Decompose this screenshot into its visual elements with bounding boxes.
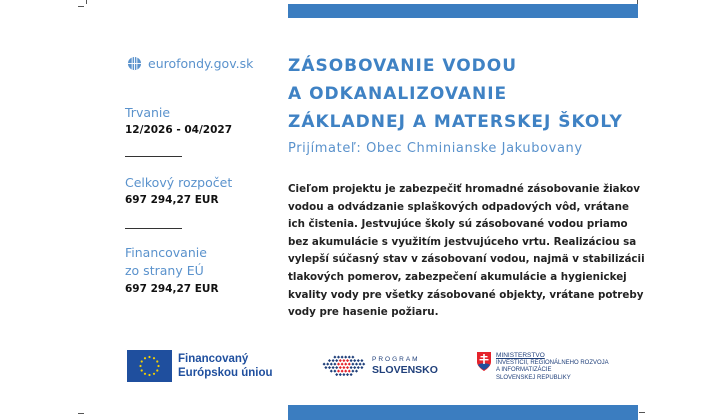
logo-dot bbox=[344, 356, 347, 359]
title-line: A ODKANALIZOVANIE bbox=[288, 84, 508, 104]
eu-flag-icon bbox=[127, 350, 172, 382]
eu-funding-label-line: Financovanie bbox=[125, 245, 207, 260]
eu-funding-label bbox=[125, 244, 207, 280]
eu-star bbox=[139, 365, 141, 367]
description-line: tlakových pomerov, zabezpečení akumulácie a hygienickej bbox=[288, 270, 627, 283]
crop-mark bbox=[78, 413, 84, 414]
slovak-coat-of-arms-icon bbox=[477, 352, 491, 371]
logo-dot bbox=[360, 366, 363, 369]
logo-dot bbox=[333, 363, 336, 366]
eu-star bbox=[148, 356, 150, 358]
budget-label: Celkový rozpočet bbox=[125, 175, 233, 190]
logo-dot bbox=[328, 366, 331, 369]
eu-star bbox=[141, 369, 143, 371]
logo-dot bbox=[351, 363, 354, 366]
eu-star bbox=[153, 373, 155, 375]
description-line: ich čistenia. Jestvujúce školy sú zásobované vodou priamo bbox=[288, 218, 628, 231]
duration-value: 12/2026 - 04/2027 bbox=[125, 124, 233, 136]
project-description bbox=[288, 181, 645, 322]
logo-dot bbox=[355, 363, 358, 366]
eu-funding-label-line: zo strany EÚ bbox=[125, 263, 204, 278]
globe-icon bbox=[127, 56, 142, 71]
logo-dot bbox=[337, 363, 340, 366]
logo-dot bbox=[346, 366, 349, 369]
logo-dot bbox=[330, 363, 333, 366]
ministry-text: INVESTÍCIÍ, REGIONÁLNEHO ROZVOJA bbox=[496, 359, 609, 366]
title-line: ZÁSOBOVANIE VODOU bbox=[288, 56, 518, 76]
eu-star bbox=[153, 357, 155, 359]
logo-dot bbox=[335, 373, 338, 376]
ministry-text: MINISTERSTVO bbox=[496, 352, 545, 359]
program-slovensko-icon bbox=[320, 354, 368, 376]
ministry-text: A INFORMATIZÁCIE bbox=[496, 367, 552, 373]
description-line: bez akumulácie s využitím jestvujúceho vrtu. Realizáciou sa bbox=[288, 235, 637, 248]
program-slovensko-logo bbox=[320, 354, 438, 376]
logo-dot bbox=[342, 366, 345, 369]
logo-dot bbox=[341, 356, 344, 359]
logo-dot bbox=[351, 356, 354, 359]
logo-dot bbox=[337, 356, 340, 359]
logo-dot bbox=[355, 370, 358, 373]
eu-logo-text: Európskou úniou bbox=[178, 367, 273, 379]
ministry-text: SLOVENSKEJ REPUBLIKY bbox=[496, 374, 571, 381]
eu-star bbox=[156, 369, 158, 371]
website[interactable] bbox=[127, 56, 253, 71]
duration-label: Trvanie bbox=[125, 105, 171, 120]
logo-dot bbox=[341, 370, 344, 373]
bottom-accent-bar bbox=[288, 405, 638, 420]
logo-dot bbox=[353, 366, 356, 369]
program-label: PROGRAM bbox=[372, 356, 420, 363]
logo-dot bbox=[348, 363, 351, 366]
logo-dot bbox=[344, 370, 347, 373]
eu-star bbox=[157, 365, 159, 367]
logo-dot bbox=[362, 363, 365, 366]
eu-star bbox=[156, 360, 158, 362]
description-line: vylepší súčasný stav v zásobovaní vodou, najmä v stabilizácii bbox=[288, 253, 645, 266]
logo-dot bbox=[333, 356, 336, 359]
logo-dot bbox=[357, 359, 360, 362]
eu-logo-text: Financovaný bbox=[178, 353, 249, 365]
description-line: kvality vody pre všetky zásobované objekty, vrátane potreby bbox=[288, 288, 644, 301]
logo-dot bbox=[339, 373, 342, 376]
eu-star bbox=[148, 374, 150, 376]
divider bbox=[125, 156, 182, 157]
logo-dot bbox=[350, 359, 353, 362]
logo-dot bbox=[330, 370, 333, 373]
eu-star bbox=[144, 357, 146, 359]
logo-dot bbox=[339, 359, 342, 362]
logo-dot bbox=[332, 366, 335, 369]
logo-dot bbox=[360, 359, 363, 362]
slovensko-label: SLOVENSKO bbox=[372, 364, 438, 376]
logo-dot bbox=[342, 373, 345, 376]
logo-dot bbox=[328, 359, 331, 362]
eu-logo bbox=[127, 350, 273, 382]
description-line: Cieľom projektu je zabezpečiť hromadné zásobovanie žiakov bbox=[288, 183, 640, 195]
logo-dot bbox=[324, 366, 327, 369]
logo-dot bbox=[346, 359, 349, 362]
description-line: vody pre hasenie požiaru. bbox=[288, 306, 439, 319]
logo-dot bbox=[350, 366, 353, 369]
logo-dot bbox=[348, 370, 351, 373]
logo-dot bbox=[326, 363, 329, 366]
logo-dot bbox=[332, 359, 335, 362]
logo-dot bbox=[335, 359, 338, 362]
divider bbox=[125, 228, 182, 229]
title-line: ZÁKLADNEJ A MATERSKEJ ŠKOLY bbox=[288, 112, 623, 132]
crop-mark bbox=[78, 6, 84, 7]
logo-dot bbox=[323, 363, 326, 366]
recipient: Prijímateľ: Obec Chminianske Jakubovany bbox=[288, 141, 583, 156]
eu-star bbox=[141, 360, 143, 362]
crop-mark bbox=[639, 412, 645, 413]
logo-dot bbox=[342, 359, 345, 362]
logo-dot bbox=[335, 366, 338, 369]
logo-dot bbox=[348, 356, 351, 359]
logo-dot bbox=[350, 373, 353, 376]
logo-dot bbox=[333, 370, 336, 373]
logo-dot bbox=[353, 359, 356, 362]
ministry-logo bbox=[477, 352, 609, 382]
description-line: vodou a odvádzanie splaškových odpadových vôd, vrátane bbox=[288, 200, 629, 213]
logo-dot bbox=[346, 373, 349, 376]
eu-star bbox=[144, 373, 146, 375]
logo-dot bbox=[351, 370, 354, 373]
website-url[interactable]: eurofondy.gov.sk bbox=[148, 56, 254, 71]
logo-dot bbox=[357, 366, 360, 369]
top-accent-bar bbox=[288, 4, 638, 18]
logo-dot bbox=[344, 363, 347, 366]
logo-dot bbox=[359, 363, 362, 366]
logo-dot bbox=[337, 370, 340, 373]
eu-funding-value: 697 294,27 EUR bbox=[125, 283, 219, 295]
logo-dot bbox=[341, 363, 344, 366]
page-title bbox=[288, 52, 623, 136]
budget-value: 697 294,27 EUR bbox=[125, 194, 219, 206]
logo-dot bbox=[339, 366, 342, 369]
crop-mark bbox=[86, 0, 87, 4]
